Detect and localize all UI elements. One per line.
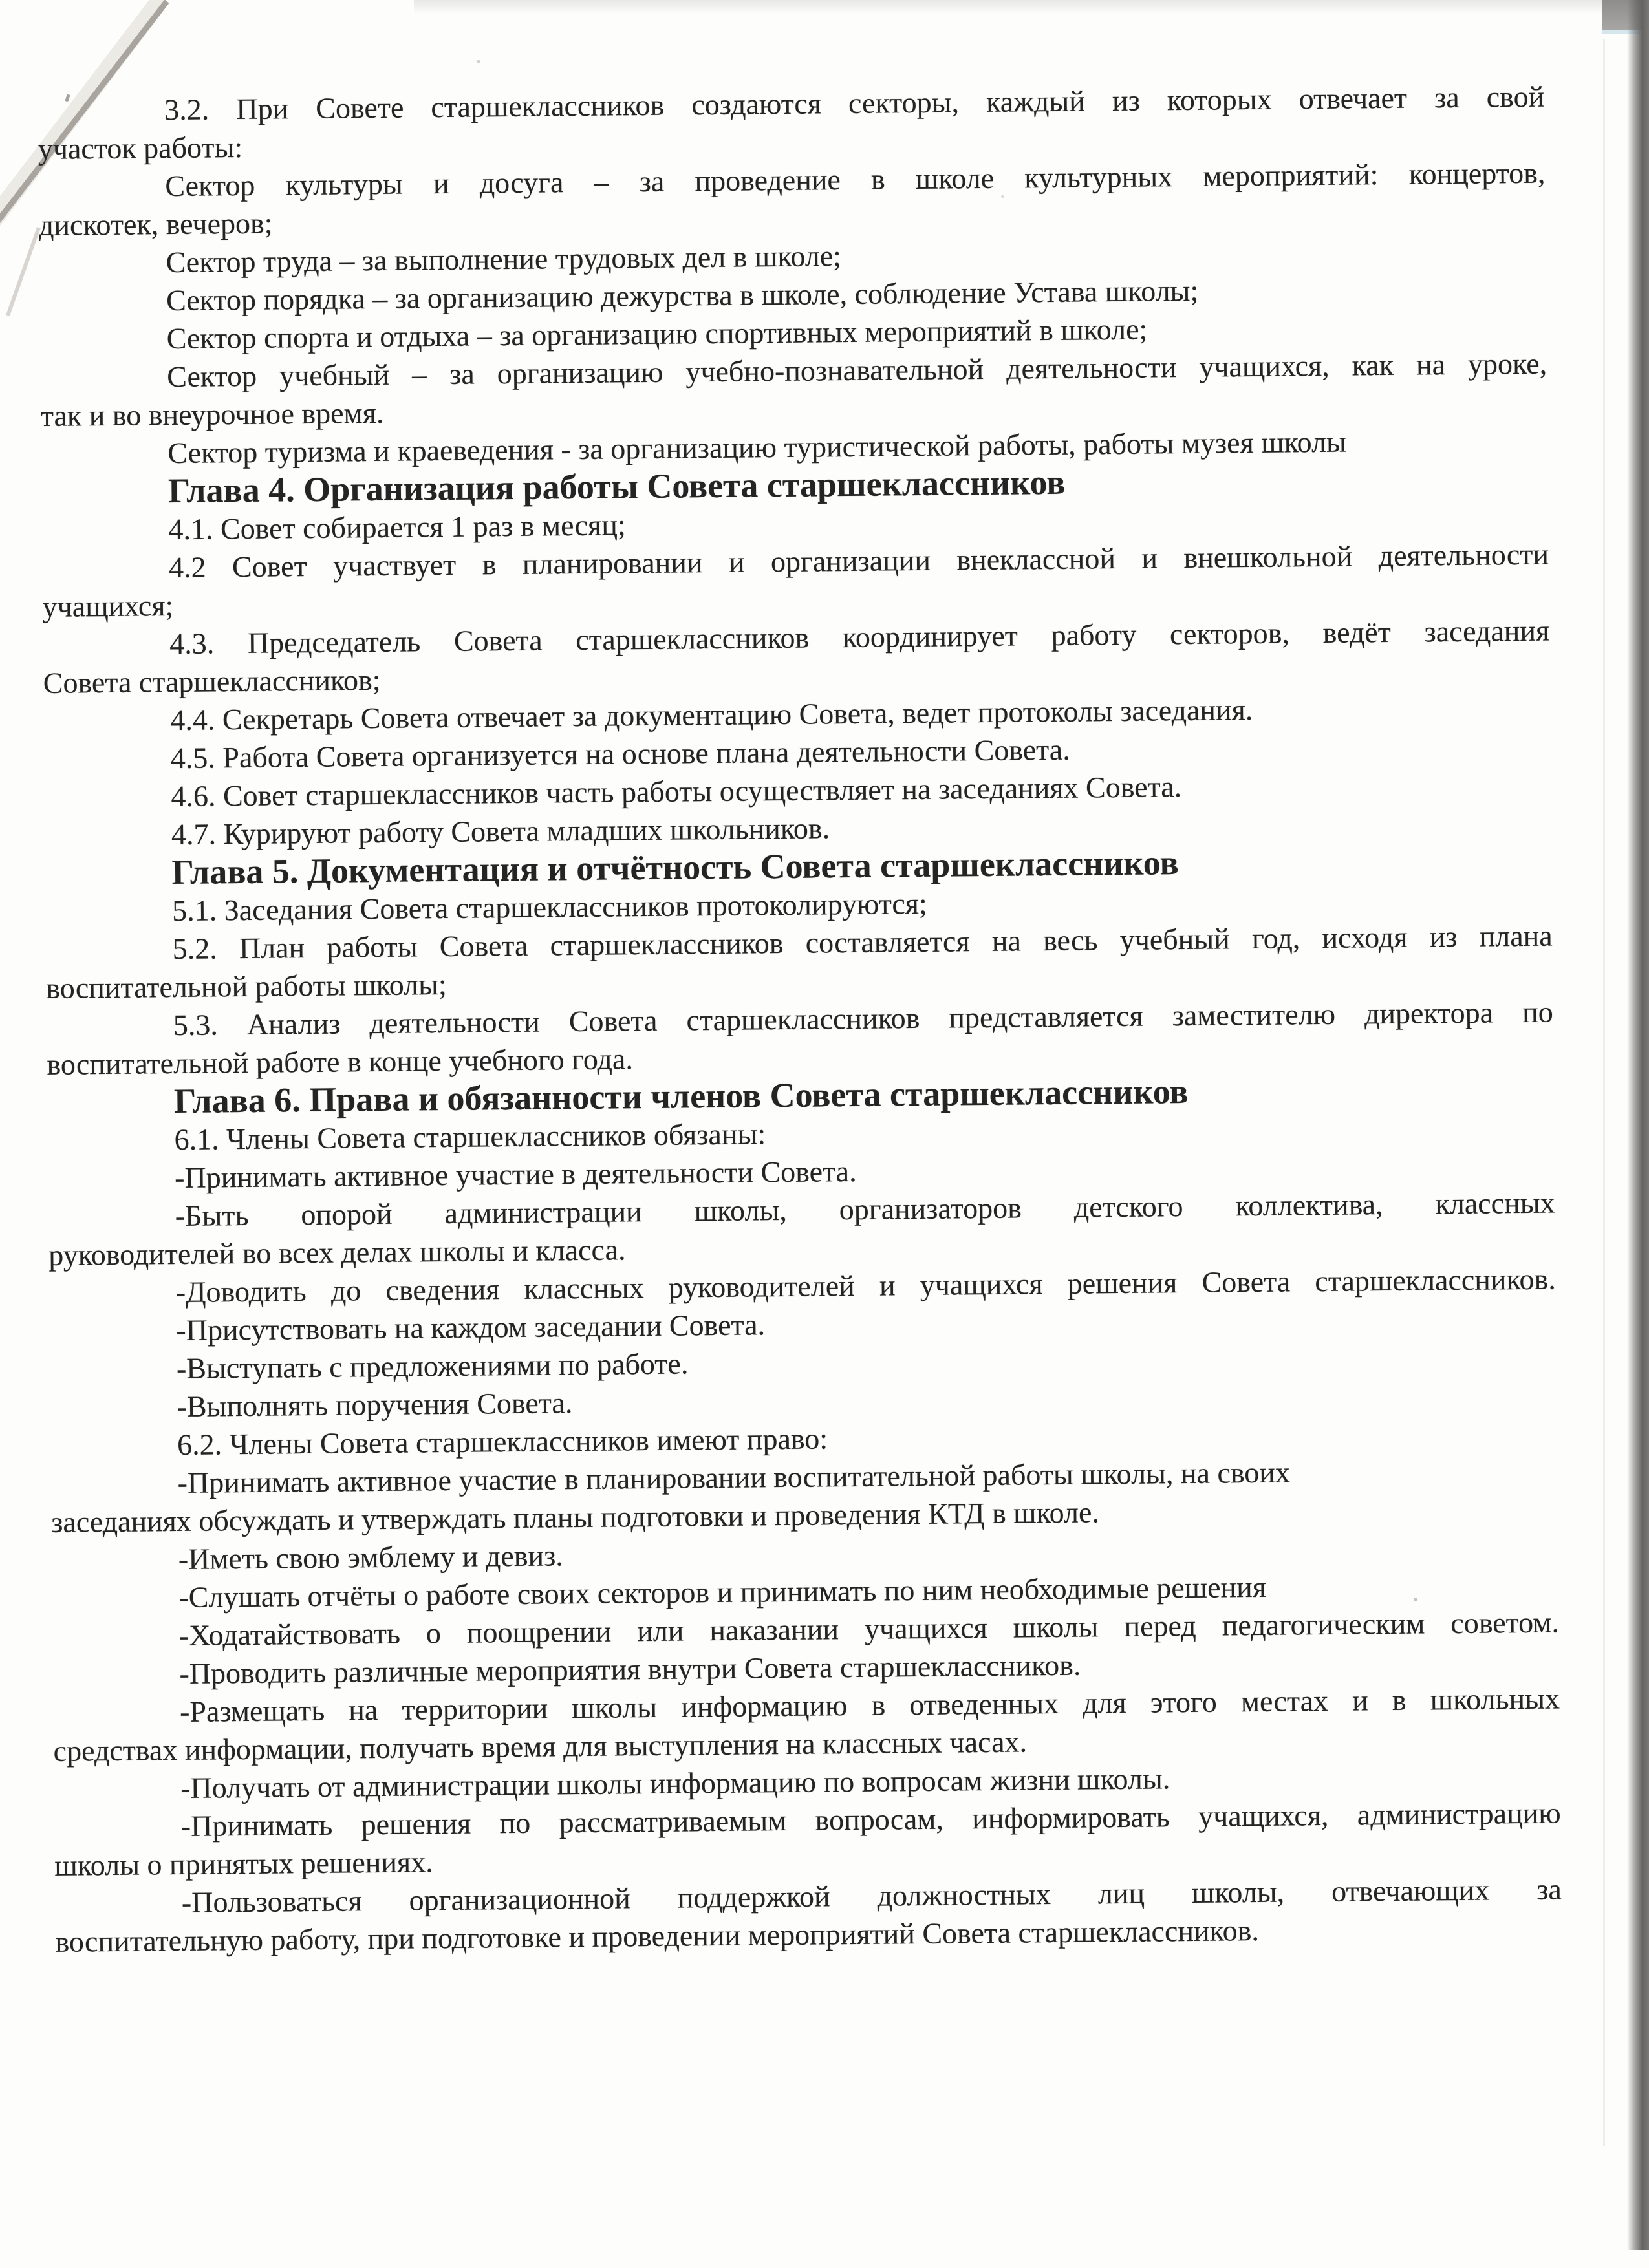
document-line: -Выполнять поручения Совета. xyxy=(177,1386,573,1424)
document-line: -Принимать активное участие в деятельности Совета. xyxy=(174,1154,857,1195)
scan-vertical-crease xyxy=(1603,39,1605,2146)
scan-right-edge-shadow xyxy=(1627,0,1649,2250)
document-line: 5.3. Анализ деятельности Совета старшеклассников представляется заместителю директора по xyxy=(173,995,1554,1042)
document-line: учащихся; xyxy=(42,589,174,623)
document-line: руководителей во всех делах школы и класса. xyxy=(48,1233,626,1272)
document-line: -Принимать активное участие в планировании воспитательной работы школы, на своих xyxy=(177,1455,1291,1500)
document-line: Сектор учебный – за организацию учебно-познавательной деятельности учащихся, как на уроке, xyxy=(166,347,1547,394)
document-line: 4.2 Совет участвует в планировании и организации внеклассной и внешкольной деятельности xyxy=(168,537,1549,584)
document-line: -Выступать с предложениями по работе. xyxy=(176,1347,689,1385)
document-line: 4.7. Курируют работу Совета младших школьников. xyxy=(171,811,830,851)
document-line: -Доводить до сведения классных руководителей и учащихся решения Совета старшеклассников. xyxy=(175,1262,1556,1309)
document-line: дискотек, вечеров; xyxy=(38,206,273,242)
document-line: -Размещать на территории школы информацию в отведенных для этого местах и в школьных xyxy=(179,1682,1560,1729)
document-line: воспитательной работы школы; xyxy=(46,967,447,1005)
document-heading-line: Глава 6. Права и обязанности членов Совета старшеклассников xyxy=(173,1071,1189,1121)
document-line: 5.1. Заседания Совета старшеклассников протоколируются; xyxy=(171,886,927,928)
document-text xyxy=(38,78,1562,1961)
scan-top-smudge xyxy=(414,0,1604,14)
document-line: -Иметь свою эмблему и девиз. xyxy=(178,1539,563,1576)
document-line: -Проводить различные мероприятия внутри Совета старшеклассников. xyxy=(179,1648,1081,1691)
dust-speck xyxy=(477,60,480,63)
document-line: -Ходатайствовать о поощрении или наказании учащихся школы перед педагогическим советом. xyxy=(178,1605,1560,1653)
document-line: Совета старшеклассников; xyxy=(43,663,381,700)
document-line: 5.2. План работы Совета старшеклассников составляется на весь учебный год, исходя из плана xyxy=(172,919,1553,966)
document-line: Сектор порядка – за организацию дежурства в школе, соблюдение Устава школы; xyxy=(166,273,1199,317)
document-line: школы о принятых решениях. xyxy=(54,1845,433,1882)
document-line: -Принимать решения по рассматриваемым вопросам, информировать учащихся, администрацию xyxy=(180,1796,1561,1843)
document-line: 6.1. Члены Совета старшеклассников обязаны: xyxy=(174,1117,766,1157)
document-line: 3.2. При Совете старшеклассников создаются секторы, каждый из которых отвечает за свой xyxy=(164,80,1545,127)
document-line: 4.4. Секретарь Совета отвечает за документацию Совета, ведет протоколы заседания. xyxy=(170,693,1253,737)
document-line: так и во внеурочное время. xyxy=(40,396,384,433)
fold-edge-line-lower xyxy=(8,228,39,316)
document-line: -Слушать отчёты о работе своих секторов и принимать по ним необходимые решения xyxy=(178,1570,1267,1614)
document-line: -Присутствовать на каждом заседании Совета. xyxy=(176,1308,766,1347)
document-line: 4.3. Председатель Совета старшеклассников координирует работу секторов, ведёт заседания xyxy=(169,614,1550,661)
document-line: 4.1. Совет собирается 1 раз в месяц; xyxy=(168,508,626,546)
document-heading-line: Глава 4. Организация работы Совета старшеклассников xyxy=(167,462,1066,511)
document-line: Сектор культуры и досуга – за проведение в школе культурных мероприятий: концертов, xyxy=(165,156,1546,203)
document-line: -Пользоваться организационной поддержкой должностных лиц школы, отвечающих за xyxy=(181,1872,1562,1919)
document-line: заседаниях обсуждать и утверждать планы подготовки и проведения КТД в школе. xyxy=(50,1495,1100,1539)
document-line: -Быть опорой администрации школы, организаторов детского коллектива, классных xyxy=(175,1186,1555,1233)
document-line: участок работы: xyxy=(38,130,243,166)
document-line: 4.6. Совет старшеклассников часть работы осуществляет на заседаниях Совета. xyxy=(171,770,1182,813)
document-heading-line: Глава 5. Документация и отчётность Совета старшеклассников xyxy=(171,843,1179,892)
document-line: Сектор туризма и краеведения - за организацию туристической работы, работы музея школы xyxy=(167,425,1347,470)
document-line: средствах информации, получать время для выступления на классных часах. xyxy=(53,1725,1028,1768)
document-line: воспитательной работе в конце учебного года. xyxy=(47,1042,634,1081)
document-line: воспитательную работу, при подготовке и проведении мероприятий Совета старшеклассников. xyxy=(55,1914,1260,1958)
document-line: 4.5. Работа Совета организуется на основе плана деятельности Совета. xyxy=(170,733,1070,775)
document-line: -Получать от администрации школы информацию по вопросам жизни школы. xyxy=(180,1762,1170,1804)
document-line: Сектор спорта и отдыха – за организацию спортивных мероприятий в школе; xyxy=(166,312,1148,356)
document-line: Сектор труда – за выполнение трудовых дел в школе; xyxy=(166,239,842,279)
document-line: 6.2. Члены Совета старшеклассников имеют право: xyxy=(177,1422,828,1462)
